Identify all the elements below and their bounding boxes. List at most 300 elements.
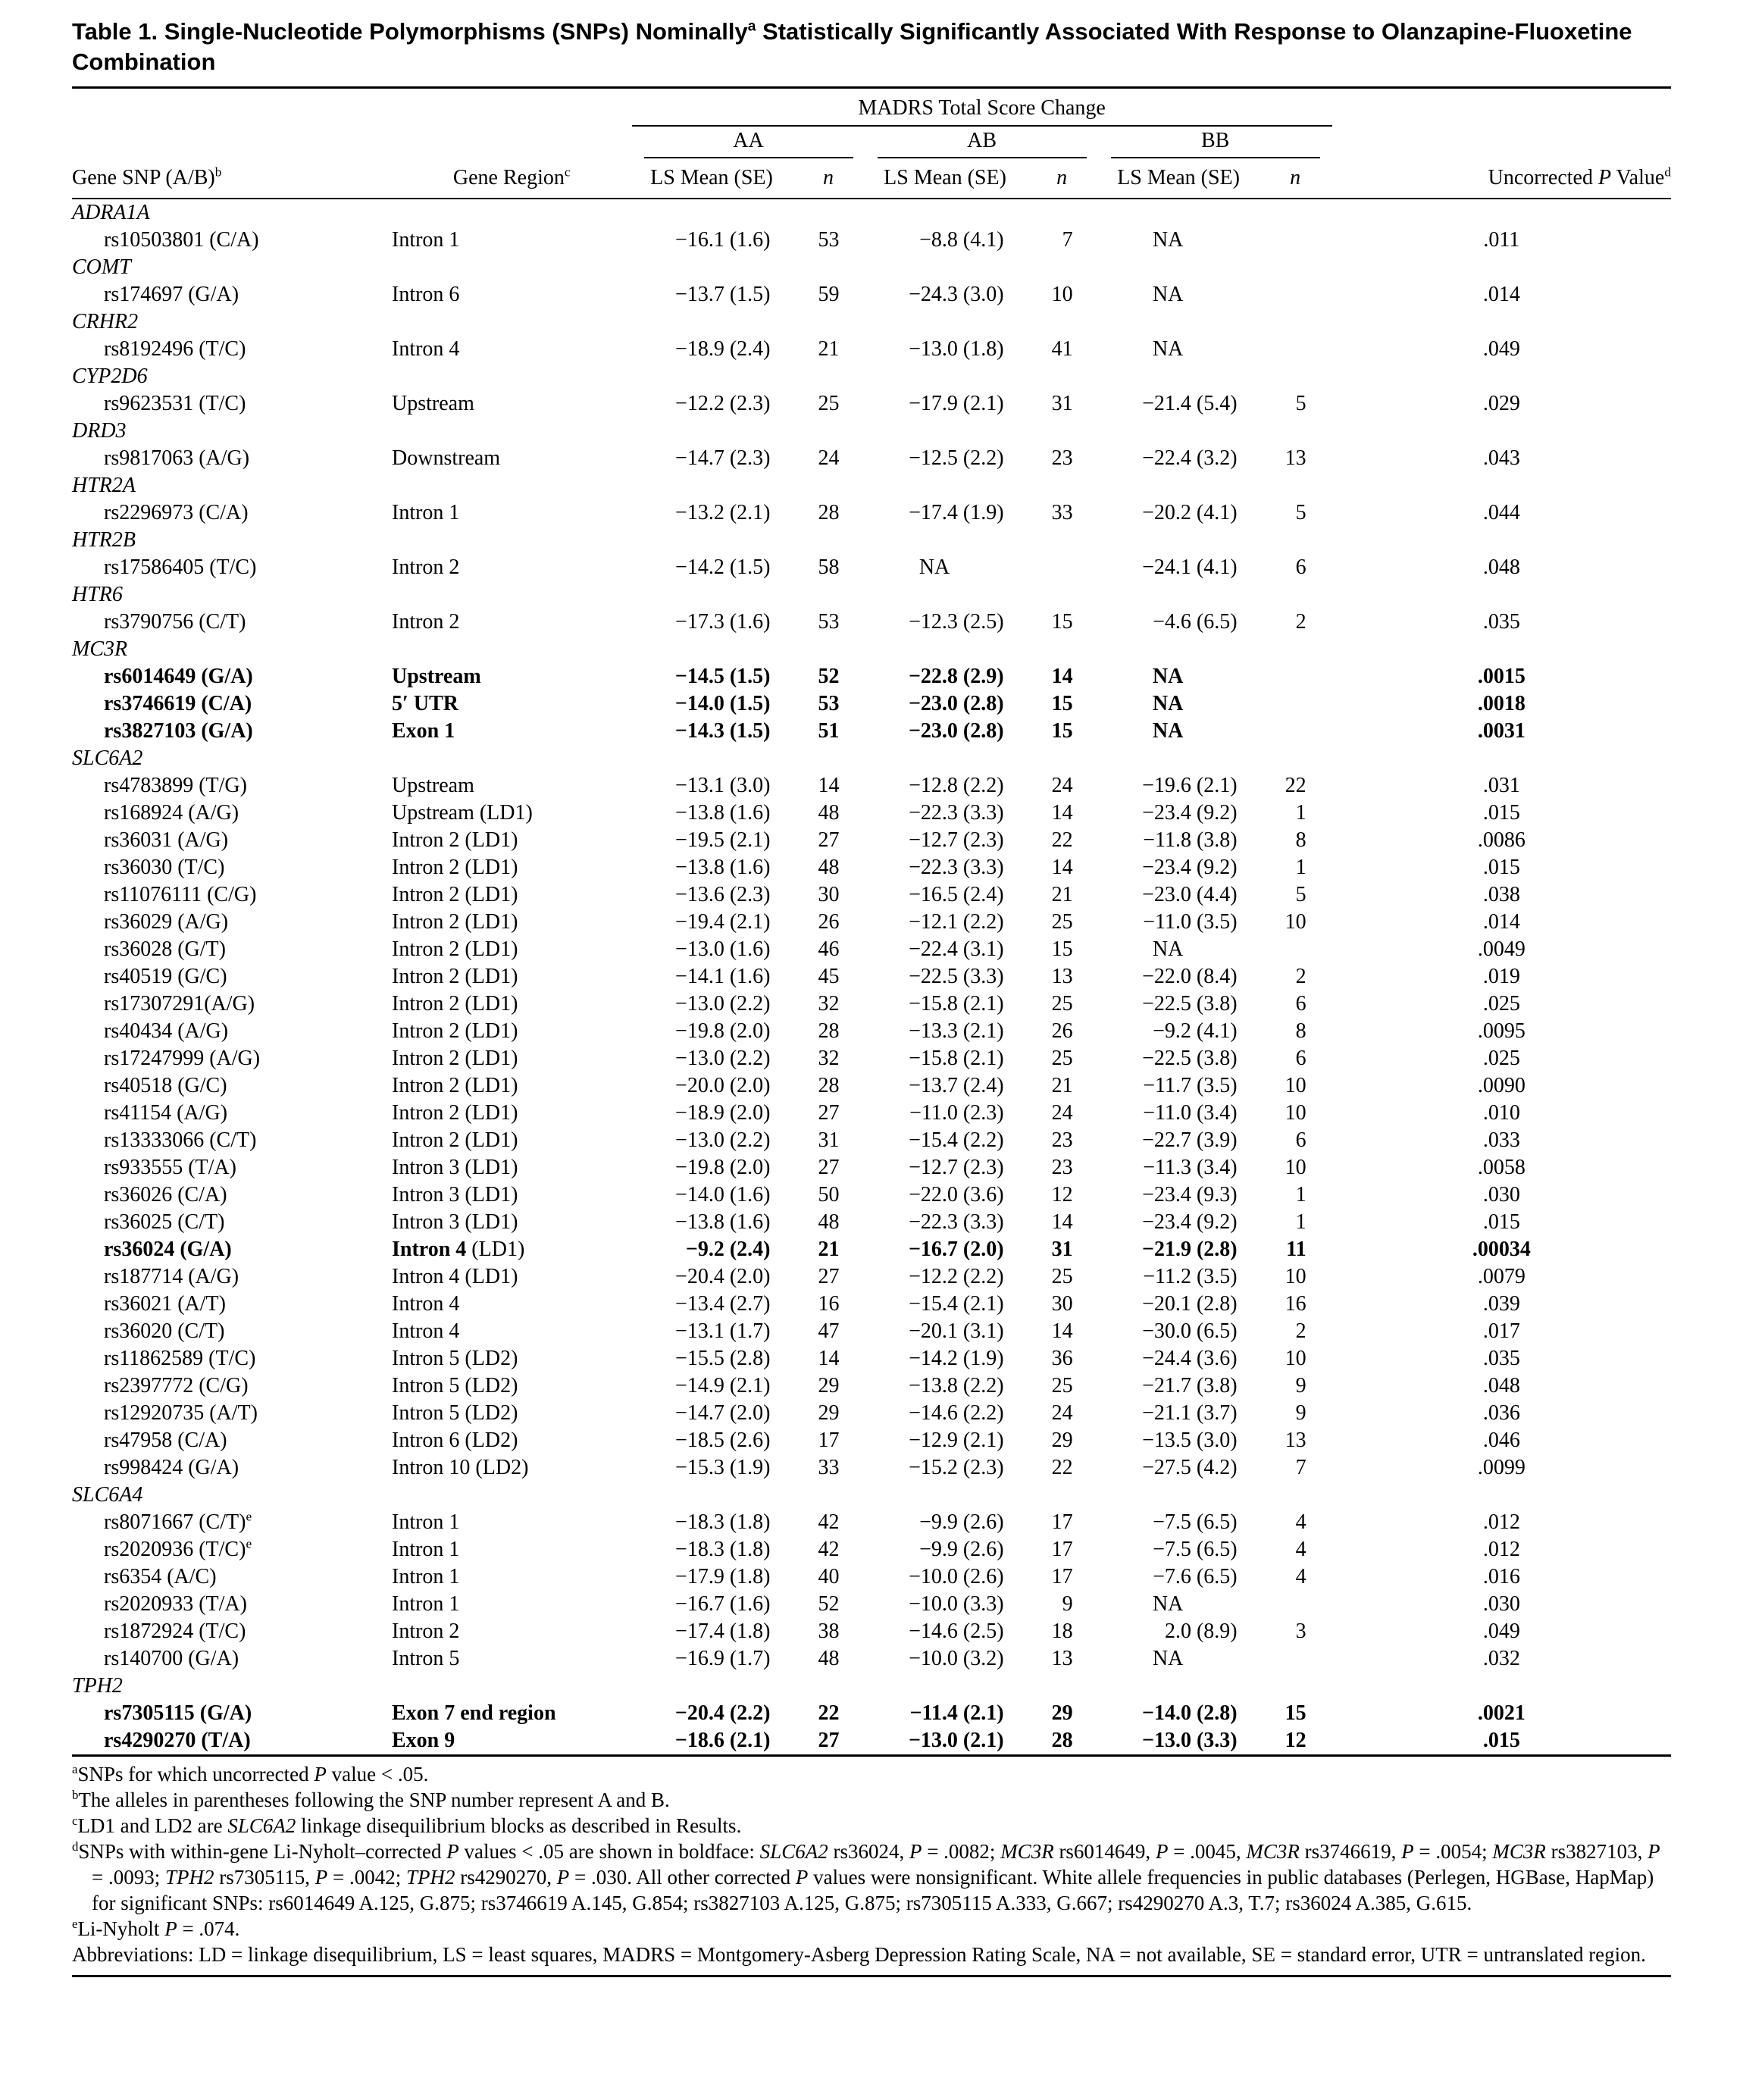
- col-header-gene-region: [392, 158, 632, 199]
- ls-mean-se: NA: [1152, 665, 1184, 688]
- n-count: 10: [1285, 910, 1306, 934]
- snp-table: [72, 89, 1671, 1757]
- genotype-aa-label: AA: [644, 127, 853, 158]
- n-count: 21: [818, 1238, 840, 1261]
- uncorrected-p-value: .0079: [1477, 1265, 1526, 1288]
- ls-mean-se: −11.0 (3.5): [1143, 910, 1238, 934]
- ls-mean-se: −12.2 (2.2): [909, 1265, 1004, 1288]
- gene-region: Intron 4: [392, 337, 460, 361]
- ls-mean-se: −21.7 (3.8): [1142, 1374, 1238, 1397]
- col-header-p-sup: d: [1664, 164, 1671, 180]
- n-count: 5: [1295, 501, 1306, 524]
- snp-row: [72, 881, 1671, 909]
- gene-region: Intron 2 (LD1): [392, 1047, 518, 1070]
- snp-id: rs36029 (A/G): [104, 910, 229, 934]
- snp-id: rs168924 (A/G): [104, 801, 239, 825]
- n-count: 18: [1051, 1620, 1073, 1643]
- snp-row: [72, 445, 1671, 472]
- n-count: 25: [818, 392, 840, 415]
- ls-mean-se: −15.4 (2.2): [909, 1128, 1004, 1152]
- uncorrected-p-value: .0031: [1477, 719, 1526, 743]
- ls-mean-se: −16.9 (1.7): [675, 1647, 771, 1670]
- n-count: 13: [1285, 1429, 1306, 1452]
- snp-row: [72, 1318, 1671, 1345]
- ls-mean-se: −12.2 (2.3): [675, 392, 771, 415]
- ls-mean-se: −23.4 (9.3): [1142, 1183, 1238, 1206]
- snp-id: rs3827103 (G/A): [104, 719, 253, 743]
- snp-id: rs4290270 (T/A): [104, 1729, 251, 1752]
- snp-row: [72, 718, 1671, 745]
- uncorrected-p-value: .033: [1482, 1128, 1520, 1152]
- snp-row: [72, 772, 1671, 800]
- title-footnote-marker: a: [747, 18, 756, 35]
- n-count: 22: [1051, 828, 1073, 852]
- ls-mean-se: −23.0 (2.8): [908, 692, 1004, 715]
- ls-mean-se: −14.6 (2.2): [909, 1401, 1004, 1425]
- n-count: 12: [1285, 1729, 1306, 1752]
- ls-mean-se: −12.8 (2.2): [909, 774, 1004, 797]
- n-count: 13: [1285, 446, 1306, 470]
- snp-row: [72, 1127, 1671, 1154]
- ls-mean-se: −13.0 (3.3): [1141, 1729, 1238, 1752]
- ls-mean-se: −15.5 (2.8): [675, 1347, 771, 1370]
- footnote: Abbreviations: LD = linkage disequilibrium, LS = least squares, MADRS = Montgomery-Asberg Depression Rating Scale, NA = not available, SE = standard error, UTR = untranslated region.: [72, 1943, 1646, 1966]
- uncorrected-p-value: .010: [1482, 1101, 1520, 1125]
- n-count: 3: [1295, 1620, 1306, 1643]
- uncorrected-p-value: .038: [1482, 883, 1520, 906]
- ls-mean-se: −10.0 (3.3): [909, 1592, 1004, 1616]
- gene-region: Upstream (LD1): [392, 801, 533, 825]
- n-count: 21: [1051, 883, 1073, 906]
- n-count: 28: [818, 501, 840, 524]
- madrs-spanner-label: MADRS Total Score Change: [632, 89, 1332, 127]
- gene-region: Intron 2 (LD1): [392, 965, 518, 988]
- ls-mean-se: −17.4 (1.9): [909, 501, 1004, 524]
- ls-mean-se: −14.9 (2.1): [675, 1374, 771, 1397]
- n-count: 50: [818, 1183, 840, 1206]
- gene-region: Upstream: [392, 392, 474, 415]
- ls-mean-se: −17.9 (1.8): [675, 1565, 771, 1588]
- n-count: 10: [1285, 1347, 1306, 1370]
- ls-mean-se: −12.7 (2.3): [909, 828, 1004, 852]
- genotype-ab-label: AB: [878, 127, 1087, 158]
- gene-name: COMT: [72, 255, 131, 279]
- ls-mean-se: NA: [1152, 337, 1184, 361]
- n-count: 22: [1051, 1456, 1073, 1479]
- col-header-bb-mean: LS Mean (SE): [1099, 158, 1259, 199]
- col-header-p-italic: P: [1597, 166, 1612, 189]
- col-header-p-post: Value: [1611, 166, 1665, 189]
- col-header-aa-n: n: [792, 158, 865, 199]
- n-count: 32: [818, 992, 840, 1016]
- n-count: 28: [818, 1019, 840, 1043]
- gene-region: 5′ UTR: [392, 692, 458, 715]
- genotype-row: [72, 127, 1671, 158]
- n-count: 29: [1051, 1429, 1073, 1452]
- ls-mean-se: −7.5 (6.5): [1153, 1510, 1238, 1534]
- snp-id: rs3746619 (C/A): [104, 692, 252, 715]
- n-count: 2: [1295, 965, 1306, 988]
- uncorrected-p-value: .011: [1483, 228, 1520, 252]
- snp-row: [72, 609, 1671, 636]
- snp-row: [72, 1536, 1671, 1563]
- n-count: 5: [1295, 392, 1306, 415]
- gene-row: [72, 581, 1671, 609]
- ls-mean-se: −14.2 (1.5): [675, 556, 771, 579]
- snp-row: [72, 1591, 1671, 1618]
- n-count: 22: [818, 1701, 840, 1725]
- gene-row: [72, 308, 1671, 336]
- ls-mean-se: −14.0 (2.8): [1141, 1701, 1238, 1725]
- ls-mean-se: −7.6 (6.5): [1153, 1565, 1238, 1588]
- snp-row: [72, 1209, 1671, 1236]
- gene-row: [72, 527, 1671, 554]
- ls-mean-se: −20.4 (2.0): [675, 1265, 771, 1288]
- ls-mean-se: −13.4 (2.7): [675, 1292, 771, 1316]
- genotype-ab-cell: [865, 127, 1099, 158]
- gene-region: Intron 2 (LD1): [392, 1074, 518, 1097]
- gene-row: [72, 254, 1671, 281]
- ls-mean-se: −10.0 (2.6): [909, 1565, 1004, 1588]
- ls-mean-se: −22.5 (3.8): [1142, 992, 1238, 1016]
- ls-mean-se: −20.1 (2.8): [1142, 1292, 1238, 1316]
- uncorrected-p-value: .015: [1482, 1210, 1520, 1234]
- ls-mean-se: −21.1 (3.7): [1142, 1401, 1238, 1425]
- snp-row: [72, 1700, 1671, 1727]
- ls-mean-se: −11.8 (3.8): [1143, 828, 1238, 852]
- n-count: 47: [818, 1319, 840, 1343]
- n-count: 10: [1285, 1265, 1306, 1288]
- ls-mean-se: −30.0 (6.5): [1142, 1319, 1238, 1343]
- uncorrected-p-value: .048: [1482, 556, 1520, 579]
- table-title-text-cont: Statistically Significantly Associated With Response to Olanzapine-Fluoxetine Combination: [72, 18, 1632, 75]
- ls-mean-se: −13.7 (1.5): [675, 283, 771, 306]
- gene-region: Intron 2 (LD1): [392, 1101, 518, 1125]
- uncorrected-p-value: .0099: [1477, 1456, 1526, 1479]
- n-count: 27: [818, 1101, 840, 1125]
- gene-region: Intron 3 (LD1): [392, 1210, 518, 1234]
- uncorrected-p-value: .0049: [1477, 937, 1526, 961]
- snp-row: [72, 991, 1671, 1018]
- snp-row: [72, 1100, 1671, 1127]
- snp-id: rs2397772 (C/G): [104, 1374, 249, 1397]
- ls-mean-se: −23.4 (9.2): [1142, 801, 1238, 825]
- ls-mean-se: −18.3 (1.8): [675, 1510, 771, 1534]
- snp-id: rs40518 (G/C): [104, 1074, 227, 1097]
- gene-region: Intron 2 (LD1): [392, 937, 518, 961]
- uncorrected-p-value: .030: [1482, 1183, 1520, 1206]
- ls-mean-se: −22.8 (2.9): [908, 665, 1004, 688]
- gene-region: Intron 1: [392, 1565, 460, 1588]
- gene-region: Exon 7 end region: [392, 1701, 556, 1725]
- n-count: 24: [1051, 1101, 1073, 1125]
- n-count: 8: [1295, 828, 1306, 852]
- ls-mean-se: −13.0 (2.1): [908, 1729, 1004, 1752]
- gene-row: [72, 1673, 1671, 1700]
- ls-mean-se: −22.3 (3.3): [909, 856, 1004, 879]
- n-count: 2: [1295, 1319, 1306, 1343]
- column-header-row: [72, 158, 1671, 199]
- n-count: 4: [1295, 1565, 1306, 1588]
- n-count: 31: [1051, 392, 1073, 415]
- ls-mean-se: −21.9 (2.8): [1141, 1238, 1238, 1261]
- n-count: 30: [1051, 1292, 1073, 1316]
- gene-name: CRHR2: [72, 310, 139, 333]
- snp-id: rs13333066 (C/T): [104, 1128, 257, 1152]
- gene-region: Intron 4: [392, 1292, 460, 1316]
- ls-mean-se: −23.4 (9.2): [1142, 856, 1238, 879]
- gene-region: Intron 5 (LD2): [392, 1374, 518, 1397]
- gene-region: Intron 2 (LD1): [392, 856, 518, 879]
- snp-id: rs187714 (A/G): [104, 1265, 239, 1288]
- n-count: 33: [1051, 501, 1073, 524]
- genotype-aa-cell: [632, 127, 865, 158]
- snp-id: rs2020936 $(T/C)^e$: [104, 1536, 252, 1561]
- n-count: 28: [1051, 1729, 1073, 1752]
- n-count: 14: [1051, 856, 1073, 879]
- ls-mean-se: −22.0 (3.6): [909, 1183, 1004, 1206]
- n-count: 23: [1051, 1128, 1073, 1152]
- ls-mean-se: NA: [1152, 283, 1184, 306]
- ls-mean-se: NA: [1152, 228, 1184, 252]
- ls-mean-se: −13.6 (2.3): [675, 883, 771, 906]
- n-count: 48: [818, 856, 840, 879]
- n-count: [1259, 663, 1332, 690]
- ls-mean-se: −18.3 (1.8): [675, 1538, 771, 1561]
- n-count: 24: [1051, 774, 1073, 797]
- uncorrected-p-value: .046: [1482, 1429, 1520, 1452]
- n-count: 8: [1295, 1019, 1306, 1043]
- uncorrected-p-value: .049: [1482, 1620, 1520, 1643]
- snp-id: rs12920735 (A/T): [104, 1401, 258, 1425]
- gene-region: Exon 9: [392, 1729, 455, 1752]
- ls-mean-se: −18.9 (2.0): [675, 1101, 771, 1125]
- gene-region: Intron 4 (LD1): [392, 1265, 518, 1288]
- gene-region: Intron 5: [392, 1647, 460, 1670]
- ls-mean-se: −19.8 (2.0): [675, 1156, 771, 1179]
- n-count: 15: [1051, 937, 1073, 961]
- uncorrected-p-value: .031: [1482, 774, 1520, 797]
- ls-mean-se: −19.6 (2.1): [1142, 774, 1238, 797]
- gene-region: Downstream: [392, 446, 501, 470]
- n-count: 53: [818, 228, 840, 252]
- gene-name: HTR2A: [72, 474, 136, 497]
- gene-name: TPH2: [72, 1674, 123, 1698]
- uncorrected-p-value: .039: [1482, 1292, 1520, 1316]
- snp-id: rs6354 (A/C): [104, 1565, 217, 1588]
- gene-region: Intron 1: [392, 1592, 460, 1616]
- n-count: 40: [818, 1565, 840, 1588]
- ls-mean-se: −11.7 (3.5): [1143, 1074, 1238, 1097]
- ls-mean-se: −13.0 (2.2): [675, 1047, 771, 1070]
- gene-row: [72, 745, 1671, 772]
- snp-id: rs36030 (T/C): [104, 856, 225, 879]
- n-count: 48: [818, 1210, 840, 1234]
- snp-id: rs933555 (T/A): [104, 1156, 236, 1179]
- gene-row: [72, 1482, 1671, 1509]
- gene-region: Intron 2: [392, 1620, 460, 1643]
- ls-mean-se: −18.6 (2.1): [674, 1729, 771, 1752]
- n-count: 36: [1051, 1347, 1073, 1370]
- snp-row: [72, 1291, 1671, 1318]
- ls-mean-se: −11.0 (3.4): [1143, 1101, 1238, 1125]
- n-count: 29: [818, 1374, 840, 1397]
- ls-mean-se: −11.3 (3.4): [1143, 1156, 1238, 1179]
- n-count: 1: [1295, 1210, 1306, 1234]
- n-count: 46: [818, 937, 840, 961]
- ls-mean-se: −10.0 (3.2): [909, 1647, 1004, 1670]
- n-count: 53: [818, 692, 840, 715]
- uncorrected-p-value: .0015: [1477, 665, 1526, 688]
- ls-mean-se: −13.5 (3.0): [1142, 1429, 1238, 1452]
- uncorrected-p-value: .035: [1482, 610, 1520, 634]
- gene-region: Intron 6: [392, 283, 460, 306]
- n-count: 1: [1295, 1183, 1306, 1206]
- n-count: 7: [1295, 1456, 1306, 1479]
- n-count: [1259, 936, 1332, 963]
- n-count: 53: [818, 610, 840, 634]
- ls-mean-se: −13.8 (1.6): [675, 1210, 771, 1234]
- table-header: [72, 89, 1671, 199]
- gene-region: Intron 2: [392, 610, 460, 634]
- n-count: 15: [1051, 719, 1073, 743]
- snp-id: rs36020 (C/T): [104, 1319, 225, 1343]
- n-count: 21: [1051, 1074, 1073, 1097]
- n-count: 10: [1051, 283, 1073, 306]
- ls-mean-se: −12.7 (2.3): [909, 1156, 1004, 1179]
- n-count: 58: [818, 556, 840, 579]
- uncorrected-p-value: .036: [1482, 1401, 1520, 1425]
- col-header-gene-snp-text: Gene SNP (A/B): [72, 166, 215, 189]
- ls-mean-se: −17.3 (1.6): [675, 610, 771, 634]
- n-count: 17: [1051, 1565, 1073, 1588]
- gene-region: Intron 4: [392, 1319, 460, 1343]
- col-header-aa-mean: LS Mean (SE): [632, 158, 792, 199]
- ls-mean-se: NA: [1152, 1647, 1184, 1670]
- ls-mean-se: NA: [1152, 1592, 1184, 1616]
- ls-mean-se: −13.7 (2.4): [909, 1074, 1004, 1097]
- ls-mean-se: −22.0 (8.4): [1142, 965, 1238, 988]
- n-count: 32: [818, 1047, 840, 1070]
- ls-mean-se: −24.3 (3.0): [909, 283, 1004, 306]
- n-count: 13: [1051, 965, 1073, 988]
- ls-mean-se: −16.7 (1.6): [675, 1592, 771, 1616]
- n-count: [1259, 1645, 1332, 1673]
- n-count: [1025, 554, 1099, 581]
- n-count: 6: [1295, 1128, 1306, 1152]
- ls-mean-se: −24.4 (3.6): [1142, 1347, 1238, 1370]
- n-count: 26: [818, 910, 840, 934]
- ls-mean-se: −16.1 (1.6): [675, 228, 771, 252]
- uncorrected-p-value: .0058: [1477, 1156, 1526, 1179]
- col-header-gene-region-text: Gene Region: [452, 166, 565, 189]
- n-count: 4: [1295, 1538, 1306, 1561]
- snp-id: rs6014649 (G/A): [104, 665, 253, 688]
- ls-mean-se: −13.0 (2.2): [675, 992, 771, 1016]
- n-count: 10: [1285, 1074, 1306, 1097]
- ls-mean-se: −20.1 (3.1): [909, 1319, 1004, 1343]
- snp-row: [72, 1236, 1671, 1263]
- uncorrected-p-value: .014: [1482, 283, 1520, 306]
- gene-region: Intron 1: [392, 1510, 460, 1534]
- gene-name: ADRA1A: [72, 201, 150, 224]
- uncorrected-p-value: .019: [1482, 965, 1520, 988]
- ls-mean-se: −12.3 (2.5): [909, 610, 1004, 634]
- ls-mean-se: −13.0 (1.8): [909, 337, 1004, 361]
- snp-id: rs41154 (A/G): [104, 1101, 228, 1125]
- snp-id: rs8192496 (T/C): [104, 337, 246, 361]
- n-count: 48: [818, 801, 840, 825]
- ls-mean-se: −15.8 (2.1): [909, 1047, 1004, 1070]
- gene-region: Exon 1: [392, 719, 455, 743]
- n-count: 1: [1295, 856, 1306, 879]
- n-count: 10: [1285, 1101, 1306, 1125]
- n-count: 17: [1051, 1510, 1073, 1534]
- n-count: 38: [818, 1620, 840, 1643]
- snp-row: [72, 227, 1671, 254]
- gene-region: Intron 2 (LD1): [392, 992, 518, 1016]
- snp-id: rs3790756 (C/T): [104, 610, 246, 634]
- n-count: 7: [1062, 228, 1073, 252]
- uncorrected-p-value: .015: [1482, 856, 1520, 879]
- ls-mean-se: −13.8 (1.6): [675, 856, 771, 879]
- snp-id: rs17586405 (T/C): [104, 556, 257, 579]
- ls-mean-se: −14.2 (1.9): [909, 1347, 1004, 1370]
- n-count: 4: [1295, 1510, 1306, 1534]
- ls-mean-se: −14.0 (1.5): [674, 692, 771, 715]
- gene-region: Intron 3 (LD1): [392, 1183, 518, 1206]
- uncorrected-p-value: .017: [1482, 1319, 1520, 1343]
- ls-mean-se: −14.7 (2.3): [675, 446, 771, 470]
- n-count: 27: [818, 828, 840, 852]
- ls-mean-se: −13.1 (1.7): [675, 1319, 771, 1343]
- n-count: 33: [818, 1456, 840, 1479]
- table-title-text: Table 1. Single-Nucleotide Polymorphisms (SNPs) Nominally: [72, 18, 748, 45]
- gene-name: DRD3: [72, 419, 127, 443]
- ls-mean-se: −19.5 (2.1): [675, 828, 771, 852]
- snp-row: [72, 827, 1671, 854]
- ls-mean-se: −13.2 (2.1): [675, 501, 771, 524]
- snp-row: [72, 800, 1671, 827]
- ls-mean-se: −18.9 (2.4): [675, 337, 771, 361]
- ls-mean-se: −15.2 (2.3): [909, 1456, 1004, 1479]
- gene-region: Intron 4 (LD1): [392, 1238, 525, 1261]
- snp-id: rs8071667 $(C/T)^e$: [104, 1509, 252, 1534]
- snp-id: rs9817063 (A/G): [104, 446, 250, 470]
- n-count: 12: [1051, 1183, 1073, 1206]
- n-count: 16: [1285, 1292, 1306, 1316]
- uncorrected-p-value: .049: [1482, 337, 1520, 361]
- ls-mean-se: −20.2 (4.1): [1142, 501, 1238, 524]
- gene-region: Intron 5 (LD2): [392, 1401, 518, 1425]
- ls-mean-se: −11.2 (3.5): [1143, 1265, 1238, 1288]
- ls-mean-se: −20.0 (2.0): [675, 1074, 771, 1097]
- ls-mean-se: −17.4 (1.8): [675, 1620, 771, 1643]
- ls-mean-se: NA: [918, 556, 950, 579]
- snp-row: [72, 1345, 1671, 1372]
- snp-id: rs9623531 (T/C): [104, 392, 246, 415]
- n-count: 52: [818, 665, 840, 688]
- n-count: 9: [1295, 1401, 1306, 1425]
- n-count: [1259, 718, 1332, 745]
- ls-mean-se: −15.8 (2.1): [909, 992, 1004, 1016]
- ls-mean-se: −15.3 (1.9): [675, 1456, 771, 1479]
- ls-mean-se: −24.1 (4.1): [1142, 556, 1238, 579]
- n-count: [1259, 690, 1332, 718]
- ls-mean-se: −14.0 (1.6): [675, 1183, 771, 1206]
- snp-id: rs1872924 (T/C): [104, 1620, 246, 1643]
- snp-row: [72, 1618, 1671, 1645]
